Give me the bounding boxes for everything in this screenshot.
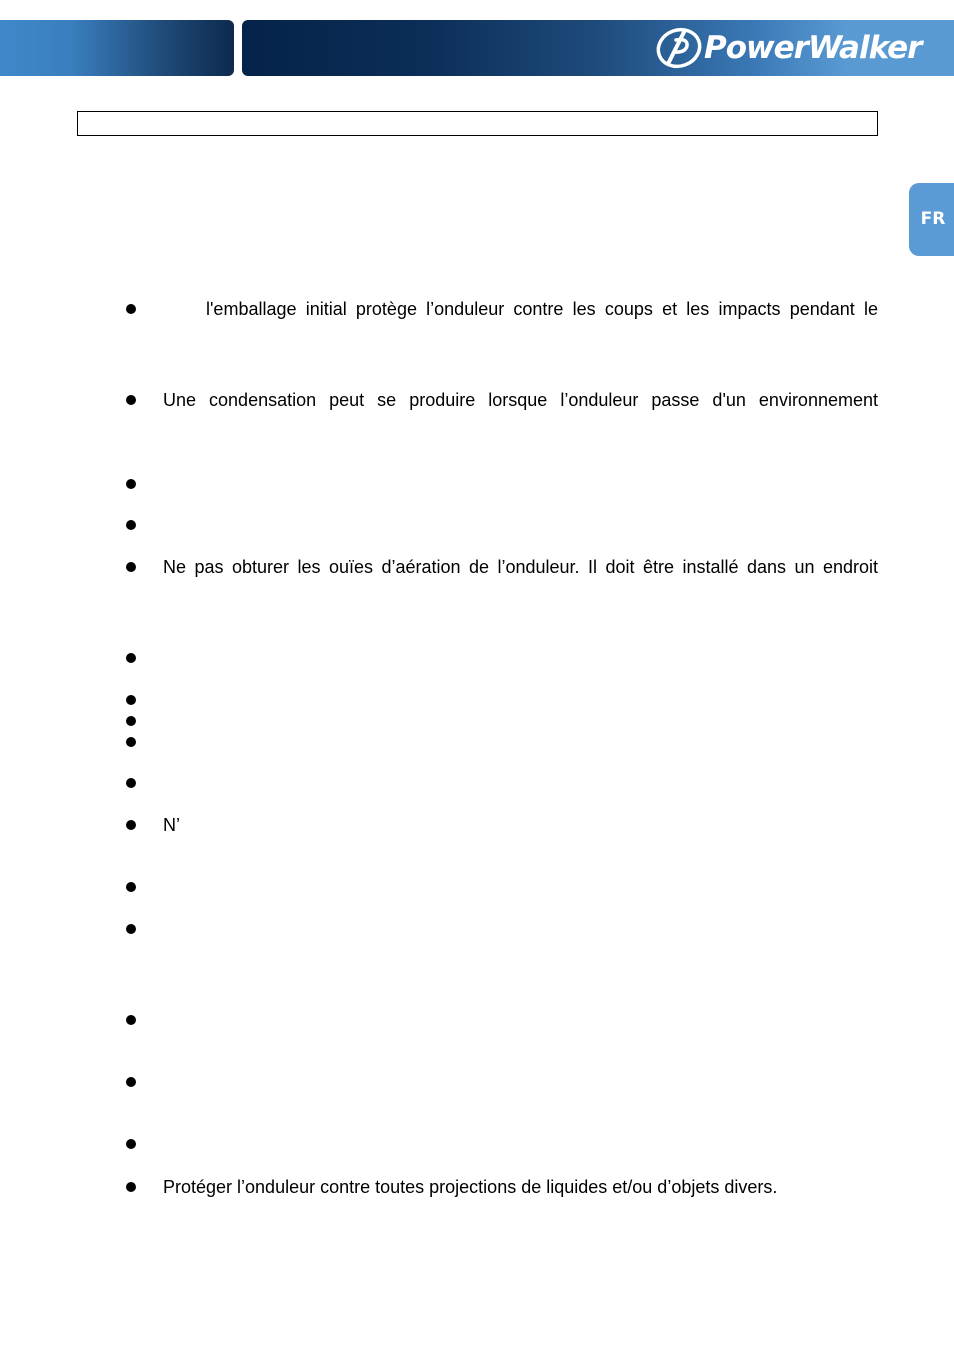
language-tab[interactable]: FR bbox=[909, 183, 954, 256]
bullet-icon bbox=[126, 520, 136, 530]
bullet-icon bbox=[126, 395, 136, 405]
bullet-text-liquids: Protéger l’onduleur contre toutes projections de liquides et/ou d’objets divers. bbox=[163, 1177, 778, 1197]
bullet-icon bbox=[126, 1015, 136, 1025]
bullet-text-partial: N’ bbox=[163, 815, 180, 835]
bullet-icon bbox=[126, 882, 136, 892]
powerwalker-logo bbox=[654, 24, 954, 72]
bullet-icon bbox=[126, 695, 136, 705]
bullet-icon bbox=[126, 1077, 136, 1087]
bullet-icon bbox=[126, 562, 136, 572]
bullet-icon bbox=[126, 924, 136, 934]
powerwalker-logo-icon bbox=[654, 26, 706, 70]
bullet-icon bbox=[126, 304, 136, 314]
bullet-icon bbox=[126, 737, 136, 747]
section-header-box bbox=[77, 111, 878, 136]
brand-name: PowerWalker bbox=[704, 30, 922, 66]
header-banner-left bbox=[0, 20, 234, 76]
bullet-text-packaging: l'emballage initial protège l’onduleur contre les coups et les impacts pendant le bbox=[206, 299, 878, 319]
bullet-icon bbox=[126, 716, 136, 726]
bullet-icon bbox=[126, 1182, 136, 1192]
bullet-icon bbox=[126, 778, 136, 788]
bullet-icon bbox=[126, 820, 136, 830]
bullet-icon bbox=[126, 479, 136, 489]
bullet-icon bbox=[126, 1139, 136, 1149]
bullet-text-ventilation: Ne pas obturer les ouïes d’aération de l’onduleur. Il doit être installé dans un endroit bbox=[163, 557, 878, 577]
bullet-icon bbox=[126, 653, 136, 663]
bullet-text-condensation: Une condensation peut se produire lorsque l’onduleur passe d'un environnement bbox=[163, 390, 878, 410]
